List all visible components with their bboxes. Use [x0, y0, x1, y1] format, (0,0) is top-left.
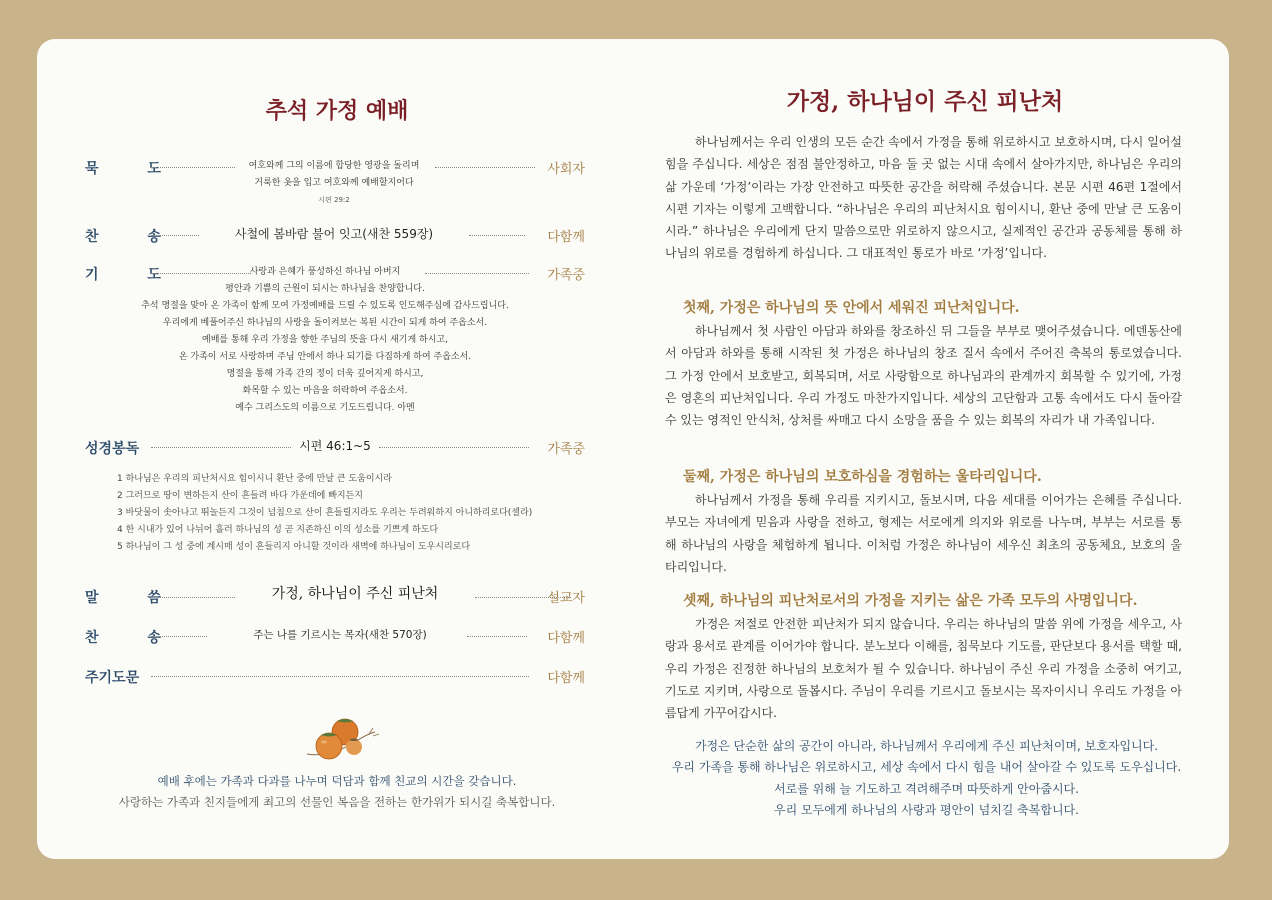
item-label: 찬 송 [85, 630, 183, 646]
text-line: 우리에게 베풀어주신 하나님의 사랑을 돌이켜보는 복된 시간이 되게 하여 주옵소서. [162, 318, 488, 328]
leader-dots [151, 597, 235, 598]
verse: 1 하나님은 우리의 피난처시요 힘이시니 환난 중에 만날 큰 도움이시라 [117, 474, 392, 484]
sermon-title: 가정, 하나님이 주신 피난처 [271, 586, 439, 602]
item-text [235, 158, 433, 209]
text-line: 예배를 통해 우리 가정을 향한 주님의 뜻을 다시 새기게 하시고, [202, 335, 448, 345]
item-label: 성경봉독 [85, 441, 140, 457]
item-role: 설교자 [547, 591, 585, 606]
point-body-1: 하나님께서 첫 사람인 아담과 하와를 창조하신 뒤 그들을 부부로 맺어주셨습니다. 에덴동산에서 아담과 하와를 통해 시작된 첫 가정은 하나님의 창조 질서 속에서 주어진 축복의 통로였습니다. 그 가정 안에서 보호받고, 회복되며, 서로 사랑함으로 하나님과의 관계까지 회복할 수 있기에, 가정은 영혼의 피난처입니다. 우리 가정도 마찬가지입니다. 세상의 고단함과 고통 속에서도 다시 돌아갈 수 있는 영적인 안식처, 상처를 싸매고 다시 소망을 품을 수 있는 회복의 자리가 내 가족입니다. [665, 324, 1182, 428]
scripture-ref: 시편 29:2 [318, 196, 350, 204]
item-text: 주는 나를 기르시는 목자(새찬 570장) [253, 629, 427, 641]
leader-dots [435, 167, 535, 168]
closing-line: 사랑하는 가족과 친지들에게 최고의 선물인 복음을 전하는 한가위가 되시길 축복합니다. [118, 795, 556, 809]
point-body-2: 하나님께서 가정을 통해 우리를 지키시고, 돌보시며, 다음 세대를 이어가는 은혜를 주십니다. 부모는 자녀에게 믿음과 사랑을 전하고, 형제는 서로에게 의지와 위로를 나누며, 부부는 서로를 통해 하나님의 사랑을 체험하게 됩니다. 이처럼 가정은 하나님이 세우신 최초의 공동체요, 보호의 울타리입니다. [665, 493, 1182, 574]
item-role: 다함께 [547, 631, 585, 646]
closing-line: 서로를 위해 늘 기도하고 격려해주며 따뜻하게 안아줍시다. [774, 781, 1079, 796]
leader-dots [467, 636, 527, 637]
text-line: 온 가족이 서로 사랑하며 주님 안에서 하나 되기를 다짐하게 하여 주옵소서. [178, 352, 472, 362]
closing-blessing [665, 736, 1188, 821]
item-role: 가족중 [547, 268, 585, 283]
item-role: 가족중 [547, 442, 585, 457]
text-line: 예수 그리스도의 이름으로 기도드립니다. 아멘 [235, 403, 415, 413]
item-text: 시편 46:1~5 [299, 439, 371, 453]
leader-dots [151, 235, 199, 236]
item-lords-prayer [85, 667, 585, 687]
prayer-text [125, 264, 525, 417]
text-line: 거룩한 옷을 입고 여호와께 예배할지어다 [254, 178, 414, 188]
order-title: 추석 가정 예배 [265, 98, 409, 124]
text-line: 평안과 기쁨의 근원이 되시는 하나님을 찬양합니다. [225, 284, 425, 294]
item-prayer [85, 264, 585, 424]
leader-dots [151, 676, 529, 677]
item-role: 사회자 [547, 162, 585, 177]
closing-line: 우리 모두에게 하나님의 사랑과 평안이 넘치길 축복합니다. [774, 802, 1079, 817]
item-role: 다함께 [547, 671, 585, 686]
sermon-heading: 가정, 하나님이 주신 피난처 [786, 88, 1064, 115]
leader-dots [151, 447, 291, 448]
item-silent-prayer [85, 158, 585, 208]
closing-line: 가정은 단순한 삶의 공간이 아니라, 하나님께서 우리에게 주신 피난처이며, 보호자입니다. [694, 739, 1159, 753]
point-heading-3: 셋째, 하나님의 피난처로서의 가정을 지키는 삶은 가족 모두의 사명입니다. [683, 593, 1138, 609]
text-line: 명절을 통해 가족 간의 정이 더욱 깊어지게 하시고, [226, 369, 424, 379]
closing-message [37, 771, 637, 813]
item-label: 말 씀 [85, 590, 183, 606]
sermon-page [665, 39, 1185, 859]
item-text: 사철에 봄바람 불어 잇고(새찬 559장) [234, 227, 434, 241]
item-label: 묵 도 [85, 161, 183, 177]
text-line: 화목할 수 있는 마음을 허락하여 주옵소서. [242, 386, 408, 396]
point-heading-1: 첫째, 가정은 하나님의 뜻 안에서 세워진 피난처입니다. [683, 300, 1020, 316]
point-heading-2: 둘째, 가정은 하나님의 보호하심을 경험하는 울타리입니다. [683, 469, 1042, 485]
item-label: 기 도 [85, 267, 183, 283]
leader-dots [151, 167, 235, 168]
item-sermon [85, 587, 585, 609]
item-label: 찬 송 [85, 229, 183, 245]
item-role: 다함께 [547, 230, 585, 245]
text-line: 여호와께 그의 이름에 합당한 영광을 돌리며 [248, 161, 420, 171]
scripture-verses [117, 471, 587, 556]
leader-dots [469, 235, 525, 236]
verse: 3 바닷물이 솟아나고 뛰놀든지 그것이 넘침으로 산이 흔들릴지라도 우리는 두려워하지 아니하리로다(셀라) [117, 508, 533, 518]
leader-dots [151, 636, 207, 637]
verse: 4 한 시내가 있어 나뉘어 흘러 하나님의 성 곧 지존하신 이의 성소를 기쁘게 하도다 [117, 525, 439, 535]
verse: 5 하나님이 그 성 중에 계시매 성이 흔들리지 아니할 것이라 새벽에 하나님이 도우시리로다 [117, 542, 471, 552]
item-hymn-2 [85, 627, 585, 647]
leader-dots [379, 447, 529, 448]
item-label: 주기도문 [85, 670, 140, 686]
order-of-worship [37, 39, 637, 859]
text-line: 사랑과 은혜가 풍성하신 하나님 아버지 [249, 267, 401, 277]
intro-paragraph: 하나님께서는 우리 인생의 모든 순간 속에서 가정을 통해 위로하시고 보호하시며, 다시 일어설 힘을 주십니다. 세상은 점점 불안정하고, 마음 둘 곳 없는 시대 속에서 살아가지만, 하나님은 우리의 삶 가운데 ‘가정’이라는 가장 안전하고 따뜻한 공간을 허락해 주셨습니다. 본문 시편 46편 1절에서 시편 기자는 이렇게 고백합니다. “하나님은 우리의 피난처시요 힘이시니, 환난 중에 만날 큰 도움이시라.” 하나님은 우리에게 단지 말씀으로만 위로하지 않으시고, 실제적인 공간과 공동체를 통해 하나님의 위로를 경험하게 하십니다. 그 대표적인 통로가 바로 ‘가정’입니다. [665, 135, 1182, 261]
item-scripture-reading [85, 438, 585, 458]
bulletin-sheet [37, 39, 1229, 859]
point-body-3: 가정은 저절로 안전한 피난처가 되지 않습니다. 우리는 하나님의 말씀 위에 가정을 세우고, 사랑과 용서로 관계를 이어가야 합니다. 분노보다 이해를, 침묵보다 기도를, 판단보다 용서를 택할 때, 우리 가정은 진정한 하나님의 보호처가 될 수 있습니다. 하나님이 주신 우리 가정을 소중히 여기고, 기도로 지키며, 사랑으로 돌봅시다. 주님이 우리를 기르시고 돌보시는 목자이시니 우리도 가정을 아름답게 가꾸어갑시다. [665, 617, 1182, 721]
item-hymn-1 [85, 226, 585, 246]
closing-line: 우리 가족을 통해 하나님은 위로하시고, 세상 속에서 다시 힘을 내어 살아갈 수 있도록 도우십니다. [671, 760, 1182, 775]
closing-line: 예배 후에는 가족과 다과를 나누며 덕담과 함께 친교의 시간을 갖습니다. [157, 774, 517, 788]
verse: 2 그러므로 땅이 변하든지 산이 흔들려 바다 가운데에 빠지든지 [117, 491, 363, 501]
persimmon-icon [299, 714, 379, 764]
text-line: 추석 명절을 맞아 온 가족이 함께 모여 가정예배를 드릴 수 있도록 인도해주심에 감사드립니다. [141, 301, 509, 311]
